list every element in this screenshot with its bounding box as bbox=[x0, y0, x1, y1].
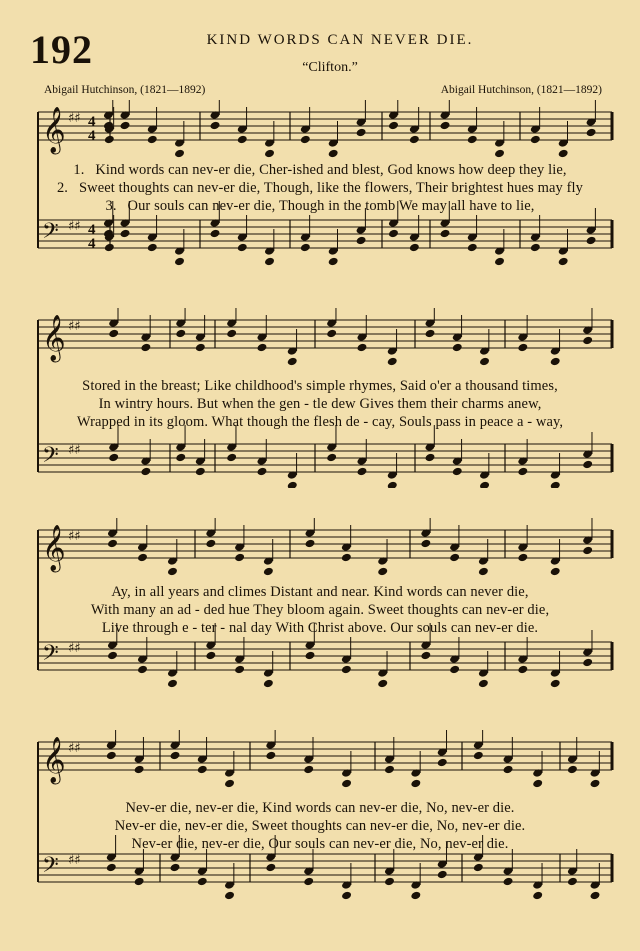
note-head-icon bbox=[174, 257, 185, 267]
note-head-icon bbox=[137, 665, 148, 675]
note-head-icon bbox=[449, 553, 460, 563]
note-head-icon bbox=[264, 257, 275, 267]
note-head-icon bbox=[341, 553, 352, 563]
note-head-icon bbox=[473, 751, 484, 761]
note-head-icon bbox=[147, 243, 158, 253]
note-head-icon bbox=[558, 257, 569, 267]
note-head-icon bbox=[473, 863, 484, 873]
note-head-icon bbox=[550, 679, 561, 689]
note-head-icon bbox=[503, 765, 514, 775]
note-head-icon bbox=[107, 539, 118, 549]
note-head-icon bbox=[224, 779, 235, 789]
note-head-icon bbox=[567, 877, 578, 887]
note-head-icon bbox=[237, 243, 248, 253]
note-head-icon bbox=[356, 128, 367, 138]
note-head-icon bbox=[108, 329, 119, 339]
note-head-icon bbox=[120, 121, 131, 131]
note-head-icon bbox=[449, 665, 460, 675]
lyric-line: Ay, in all years and climes Distant and near. Kind words can never die, bbox=[111, 584, 529, 600]
note-head-icon bbox=[303, 877, 314, 887]
note-head-icon bbox=[437, 758, 448, 768]
note-head-icon bbox=[205, 539, 216, 549]
time-signature-icon: 4 bbox=[88, 222, 96, 238]
note-head-icon bbox=[503, 877, 514, 887]
lyric-line: Stored in the breast; Like childhood's simple rhymes, Said o'er a thousand times, bbox=[82, 378, 558, 394]
tune-name: “Clifton.” bbox=[302, 60, 358, 75]
note-head-icon bbox=[410, 779, 421, 789]
note-head-icon bbox=[517, 343, 528, 353]
bass-clef-icon: 𝄢 bbox=[42, 219, 59, 249]
note-head-icon bbox=[197, 765, 208, 775]
note-head-icon bbox=[425, 453, 436, 463]
key-signature-icon: ♯♯ bbox=[68, 111, 81, 126]
note-head-icon bbox=[494, 257, 505, 267]
note-head-icon bbox=[517, 553, 528, 563]
time-signature-icon: 4 bbox=[88, 236, 96, 252]
note-head-icon bbox=[550, 481, 561, 488]
note-head-icon bbox=[479, 481, 490, 488]
note-head-icon bbox=[440, 229, 451, 239]
bass-clef-icon: 𝄢 bbox=[42, 641, 59, 671]
note-head-icon bbox=[452, 343, 463, 353]
note-head-icon bbox=[140, 467, 151, 477]
note-head-icon bbox=[234, 553, 245, 563]
note-head-icon bbox=[387, 481, 398, 488]
note-head-icon bbox=[409, 243, 420, 253]
note-head-icon bbox=[387, 357, 398, 367]
note-head-icon bbox=[530, 135, 541, 145]
note-head-icon bbox=[107, 651, 118, 661]
note-head-icon bbox=[104, 243, 115, 253]
note-head-icon bbox=[108, 453, 119, 463]
note-head-icon bbox=[106, 751, 117, 761]
note-head-icon bbox=[452, 467, 463, 477]
note-head-icon bbox=[494, 149, 505, 159]
note-head-icon bbox=[300, 135, 311, 145]
note-head-icon bbox=[265, 863, 276, 873]
note-head-icon bbox=[440, 121, 451, 131]
lyric-line: Wrapped in its gloom. What though the flesh de - cay, Souls pass in peace a - way, bbox=[76, 414, 564, 430]
note-head-icon bbox=[287, 481, 298, 488]
note-head-icon bbox=[532, 779, 543, 789]
note-head-icon bbox=[210, 121, 221, 131]
note-head-icon bbox=[532, 891, 543, 901]
hymn-number: 192 bbox=[30, 27, 93, 72]
note-head-icon bbox=[256, 467, 267, 477]
note-head-icon bbox=[170, 863, 181, 873]
note-head-icon bbox=[265, 751, 276, 761]
note-head-icon bbox=[167, 567, 178, 577]
treble-clef-icon: 𝄞 bbox=[42, 107, 66, 153]
note-head-icon bbox=[256, 343, 267, 353]
note-head-icon bbox=[287, 357, 298, 367]
note-head-icon bbox=[377, 679, 388, 689]
lyric-line: Nev-er die, nev-er die, Our souls can nev-er die, No, nev-er die. bbox=[131, 836, 509, 852]
note-head-icon bbox=[226, 453, 237, 463]
note-head-icon bbox=[226, 329, 237, 339]
note-head-icon bbox=[264, 149, 275, 159]
treble-clef-icon: 𝄞 bbox=[42, 737, 66, 783]
note-head-icon bbox=[175, 329, 186, 339]
note-head-icon bbox=[195, 343, 206, 353]
note-head-icon bbox=[341, 665, 352, 675]
note-head-icon bbox=[437, 870, 448, 880]
key-signature-icon: ♯♯ bbox=[68, 319, 81, 334]
lyric-line: With many an ad - ded hue They bloom again. Sweet thoughts can nev-er die, bbox=[90, 602, 550, 618]
note-head-icon bbox=[586, 128, 597, 138]
note-head-icon bbox=[582, 460, 593, 470]
note-head-icon bbox=[478, 679, 489, 689]
note-head-icon bbox=[237, 135, 248, 145]
note-head-icon bbox=[356, 236, 367, 246]
note-head-icon bbox=[409, 135, 420, 145]
words-credit: Abigail Hutchinson, (1821—1892) bbox=[44, 84, 206, 96]
note-head-icon bbox=[263, 567, 274, 577]
key-signature-icon: ♯♯ bbox=[68, 641, 81, 656]
note-head-icon bbox=[210, 229, 221, 239]
note-head-icon bbox=[326, 329, 337, 339]
note-head-icon bbox=[305, 651, 316, 661]
note-head-icon bbox=[356, 467, 367, 477]
note-head-icon bbox=[120, 229, 131, 239]
key-signature-icon: ♯♯ bbox=[68, 529, 81, 544]
note-head-icon bbox=[263, 679, 274, 689]
note-head-icon bbox=[341, 891, 352, 901]
bass-clef-icon: 𝄢 bbox=[42, 853, 59, 883]
key-signature-icon: ♯♯ bbox=[68, 741, 81, 756]
note-head-icon bbox=[582, 546, 593, 556]
lyric-line: Live through e - ter - nal day With Christ above. Our souls can nev-er die. bbox=[101, 620, 539, 636]
note-head-icon bbox=[467, 243, 478, 253]
note-head-icon bbox=[303, 765, 314, 775]
note-head-icon bbox=[420, 651, 431, 661]
note-head-icon bbox=[205, 651, 216, 661]
key-signature-icon: ♯♯ bbox=[68, 443, 81, 458]
note-head-icon bbox=[586, 236, 597, 246]
time-signature-icon: 4 bbox=[88, 128, 96, 144]
time-signature-icon: 4 bbox=[88, 114, 96, 130]
note-head-icon bbox=[356, 343, 367, 353]
lyric-line: 3. Our souls can nev-er die, Though in the tomb We may all have to lie, bbox=[105, 198, 535, 214]
note-head-icon bbox=[328, 149, 339, 159]
note-head-icon bbox=[134, 877, 145, 887]
note-head-icon bbox=[224, 891, 235, 901]
note-head-icon bbox=[147, 135, 158, 145]
note-head-icon bbox=[410, 891, 421, 901]
lyric-line: In wintry hours. But when the gen - tle dew Gives them their charms anew, bbox=[98, 396, 542, 412]
note-head-icon bbox=[197, 877, 208, 887]
note-head-icon bbox=[567, 765, 578, 775]
note-head-icon bbox=[140, 343, 151, 353]
note-head-icon bbox=[384, 877, 395, 887]
note-head-icon bbox=[517, 665, 528, 675]
note-head-icon bbox=[175, 453, 186, 463]
note-head-icon bbox=[420, 539, 431, 549]
note-head-icon bbox=[530, 243, 541, 253]
note-head-icon bbox=[478, 567, 489, 577]
note-head-icon bbox=[195, 467, 206, 477]
note-head-icon bbox=[167, 679, 178, 689]
music-credit: Abigail Hutchinson, (1821—1892) bbox=[440, 84, 602, 96]
note-head-icon bbox=[106, 863, 117, 873]
note-head-icon bbox=[300, 243, 311, 253]
note-head-icon bbox=[388, 121, 399, 131]
note-head-icon bbox=[388, 229, 399, 239]
note-head-icon bbox=[590, 779, 601, 789]
lyric-line: 1. Kind words can nev-er die, Cher-ished and blest, God knows how deep they lie, bbox=[73, 162, 567, 178]
note-head-icon bbox=[550, 357, 561, 367]
note-head-icon bbox=[341, 779, 352, 789]
note-head-icon bbox=[170, 751, 181, 761]
note-head-icon bbox=[550, 567, 561, 577]
note-head-icon bbox=[517, 467, 528, 477]
note-head-icon bbox=[137, 553, 148, 563]
note-head-icon bbox=[425, 329, 436, 339]
lyric-line: 2. Sweet thoughts can nev-er die, Though, like the flowers, Their brightest hues may fly bbox=[56, 180, 584, 196]
note-head-icon bbox=[104, 135, 115, 145]
note-head-icon bbox=[328, 257, 339, 267]
treble-clef-icon: 𝄞 bbox=[42, 525, 66, 571]
note-head-icon bbox=[305, 539, 316, 549]
note-head-icon bbox=[558, 149, 569, 159]
note-head-icon bbox=[134, 765, 145, 775]
note-head-icon bbox=[479, 357, 490, 367]
lyric-line: Nev-er die, nev-er die, Sweet thoughts can nev-er die, No, nev-er die. bbox=[114, 818, 526, 834]
note-head-icon bbox=[590, 891, 601, 901]
note-head-icon bbox=[377, 567, 388, 577]
bass-clef-icon: 𝄢 bbox=[42, 443, 59, 473]
hymn-title: KIND WORDS CAN NEVER DIE. bbox=[206, 32, 474, 48]
note-head-icon bbox=[467, 135, 478, 145]
note-head-icon bbox=[582, 336, 593, 346]
note-head-icon bbox=[582, 658, 593, 668]
note-head-icon bbox=[234, 665, 245, 675]
note-head-icon bbox=[326, 453, 337, 463]
key-signature-icon: ♯♯ bbox=[68, 219, 81, 234]
note-head-icon bbox=[174, 149, 185, 159]
note-head-icon bbox=[384, 765, 395, 775]
treble-clef-icon: 𝄞 bbox=[42, 315, 66, 361]
key-signature-icon: ♯♯ bbox=[68, 853, 81, 868]
lyric-line: Nev-er die, nev-er die, Kind words can nev-er die, No, nev-er die. bbox=[125, 800, 515, 816]
